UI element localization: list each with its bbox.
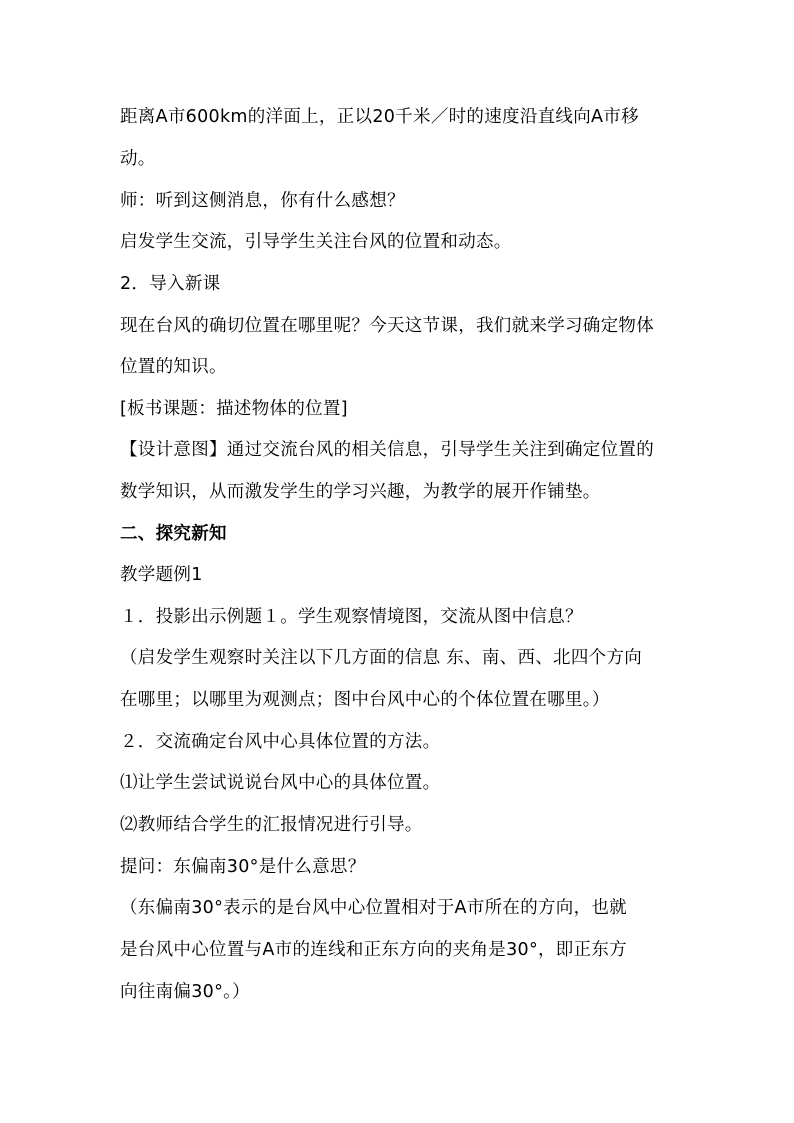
text-line-7: 位置的知识。: [120, 357, 227, 377]
example-title: 教学题例1: [120, 565, 203, 585]
section-heading-explore: 二、探究新知: [120, 524, 227, 544]
design-intent-line-2: 数学知识，从而激发学生的学习兴趣，为教学的展开作铺垫。: [120, 482, 601, 502]
section-heading-2: 2．导入新课: [120, 274, 221, 294]
text-line-6: 现在台风的确切位置在哪里呢？今天这节课，我们就来学习确定物体: [120, 316, 654, 336]
text-line-13: １．投影出示例题１。学生观察情境图，交流从图中信息？: [120, 607, 583, 627]
text-line-18: ⑵教师结合学生的汇报情况进行引导。: [120, 815, 423, 835]
design-intent-line-1: 【设计意图】通过交流台风的相关信息，引导学生关注到确定位置的: [120, 440, 654, 460]
text-line-14: （启发学生观察时关注以下几方面的信息 东、南、西、北四个方向: [120, 648, 643, 668]
question-line: 提问：东偏南30°是什么意思？: [120, 857, 366, 877]
text-line-17: ⑴让学生尝试说说台风中心的具体位置。: [120, 773, 441, 793]
text-line-16: ２．交流确定台风中心具体位置的方法。: [120, 732, 441, 752]
text-line-1: 距离A市600km的洋面上，正以20千米／时的速度沿直线向A市移: [120, 107, 639, 127]
blackboard-title: [板书课题：描述物体的位置]: [120, 399, 348, 419]
text-line-3: 师：听到这侧消息，你有什么感想？: [120, 191, 405, 211]
answer-line-2: 是台风中心位置与A市的连线和正东方向的夹角是30°，即正东方: [120, 940, 627, 960]
text-line-2: 动。: [120, 149, 156, 169]
answer-line-3: 向往南偏30°。）: [120, 982, 250, 1002]
text-line-15: 在哪里；以哪里为观测点；图中台风中心的个体位置在哪里。）: [120, 690, 610, 710]
answer-line-1: （东偏南30°表示的是台风中心位置相对于A市所在的方向，也就: [120, 898, 627, 918]
text-line-4: 启发学生交流，引导学生关注台风的位置和动态。: [120, 232, 512, 252]
